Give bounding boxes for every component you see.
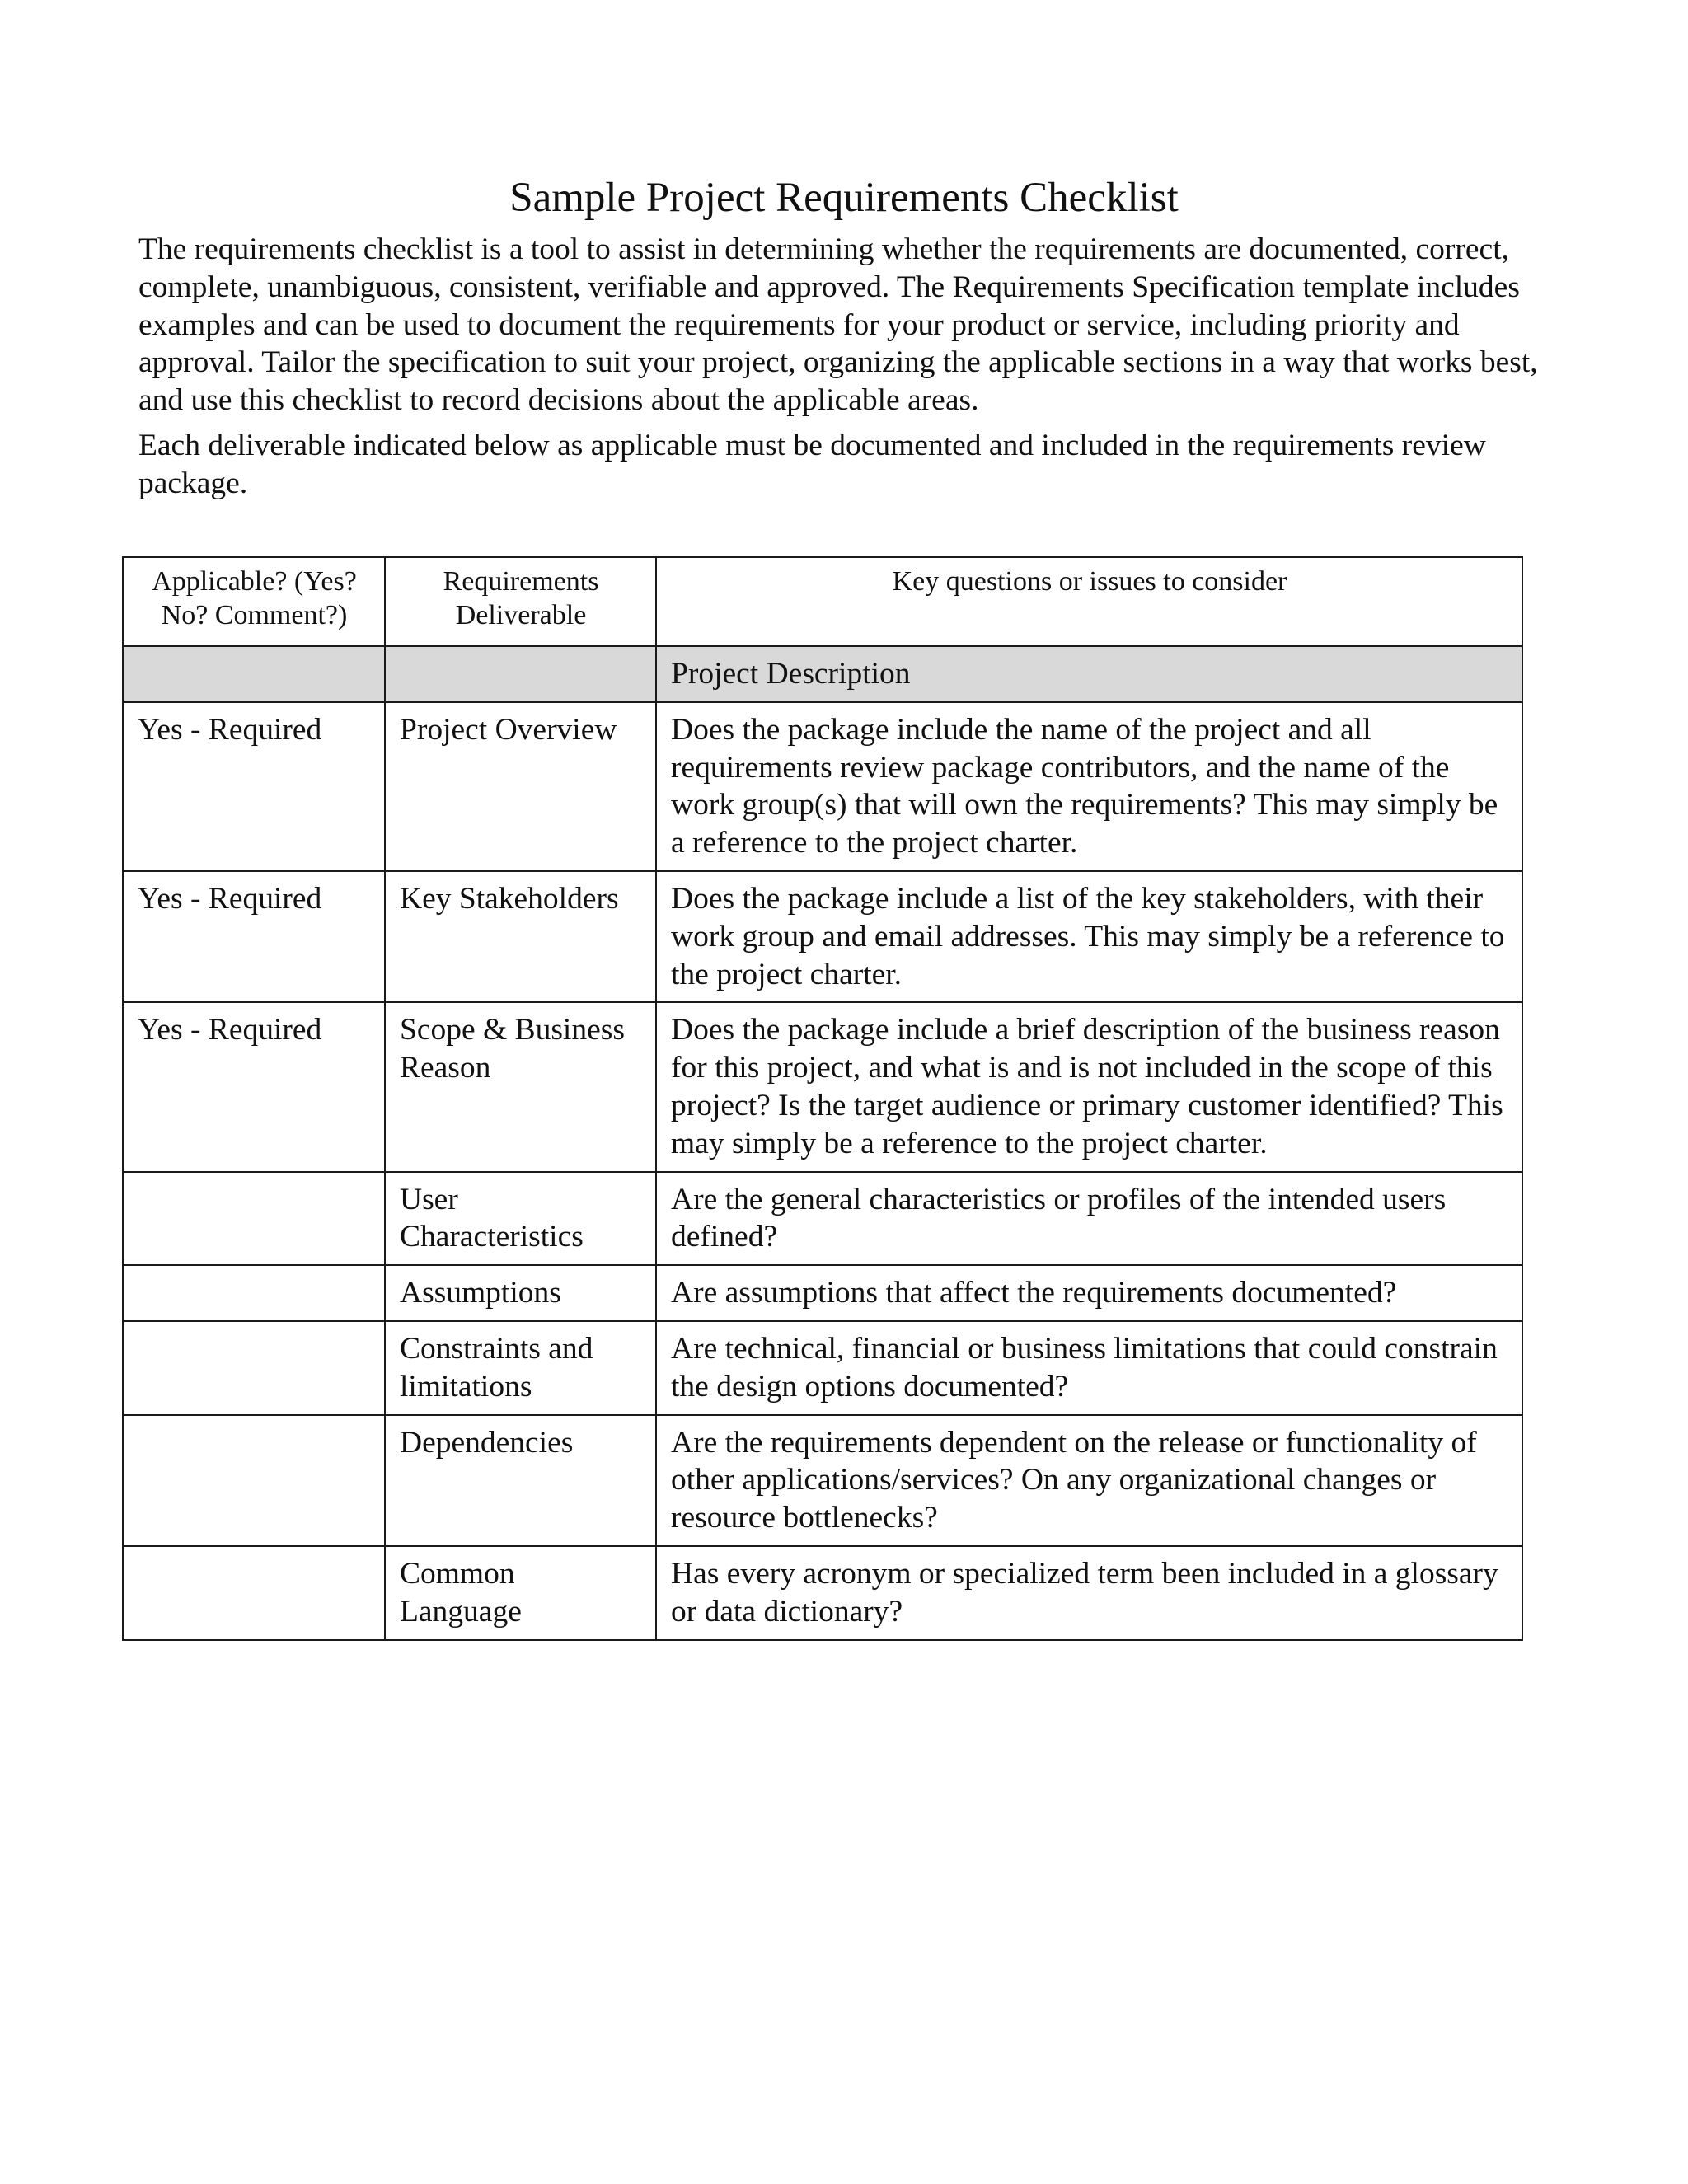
applicable-cell[interactable]: [123, 1321, 385, 1415]
section-row: [123, 646, 1522, 702]
deliverable-cell: Common Language: [385, 1546, 656, 1640]
deliverable-cell: Key Stakeholders: [385, 871, 656, 1002]
table-row: [123, 1546, 1522, 1640]
header-questions: Key questions or issues to consider: [656, 557, 1522, 646]
table-row: [123, 1265, 1522, 1321]
deliverable-cell: Constraints and limitations: [385, 1321, 656, 1415]
question-cell: Are the requirements dependent on the release or functionality of other applications/services? On any organizational changes or resource bottlenecks?: [656, 1415, 1522, 1546]
applicable-cell[interactable]: Yes - Required: [123, 1002, 385, 1171]
question-cell: Does the package include the name of the project and all requirements review package contributors, and the name of the work group(s) that will own the requirements? This may simply be a reference to the project charter.: [656, 702, 1522, 871]
table-header-row: [123, 557, 1522, 646]
applicable-cell[interactable]: Yes - Required: [123, 871, 385, 1002]
section-empty-cell: [385, 646, 656, 702]
applicable-cell[interactable]: [123, 1265, 385, 1321]
table-row: [123, 1002, 1522, 1171]
section-empty-cell: [123, 646, 385, 702]
table-row: [123, 1415, 1522, 1546]
header-applicable: Applicable? (Yes? No? Comment?): [123, 557, 385, 646]
page-title: Sample Project Requirements Checklist: [509, 175, 1179, 221]
section-label: Project Description: [656, 646, 1522, 702]
requirements-checklist-table: [122, 556, 1523, 1641]
table-row: [123, 1172, 1522, 1266]
question-cell: Are assumptions that affect the requirements documented?: [656, 1265, 1522, 1321]
question-cell: Are the general characteristics or profiles of the intended users defined?: [656, 1172, 1522, 1266]
applicable-cell[interactable]: [123, 1172, 385, 1266]
question-cell: Has every acronym or specialized term been included in a glossary or data dictionary?: [656, 1546, 1522, 1640]
intro-paragraph-deliverables: Each deliverable indicated below as applicable must be documented and included in the requirements review package.: [138, 429, 1486, 500]
question-cell: Are technical, financial or business limitations that could constrain the design options documented?: [656, 1321, 1522, 1415]
question-cell: Does the package include a brief description of the business reason for this project, and what is and is not included in the scope of this project? Is the target audience or primary customer identified? This may simply be a reference to the project charter.: [656, 1002, 1522, 1171]
table-row: [123, 1321, 1522, 1415]
header-deliverable: Requirements Deliverable: [385, 557, 656, 646]
applicable-cell[interactable]: Yes - Required: [123, 702, 385, 871]
question-cell: Does the package include a list of the key stakeholders, with their work group and email addresses. This may simply be a reference to the project charter.: [656, 871, 1522, 1002]
applicable-cell[interactable]: [123, 1546, 385, 1640]
table-row: [123, 702, 1522, 871]
intro-paragraph: The requirements checklist is a tool to assist in determining whether the requirements are documented, correct, complete, unambiguous, consistent, verifiable and approved. The Requirements Specification template includes examples and can be used to document the requirements for your product or service, including priority and approval. Tailor the specification to suit your project, organizing the applicable sections in a way that works best, and use this checklist to record decisions about the applicable areas.: [138, 232, 1538, 418]
deliverable-cell: Assumptions: [385, 1265, 656, 1321]
deliverable-cell: Project Overview: [385, 702, 656, 871]
deliverable-cell: User Characteristics: [385, 1172, 656, 1266]
deliverable-cell: Dependencies: [385, 1415, 656, 1546]
deliverable-cell: Scope & Business Reason: [385, 1002, 656, 1171]
table-row: [123, 871, 1522, 1002]
applicable-cell[interactable]: [123, 1415, 385, 1546]
